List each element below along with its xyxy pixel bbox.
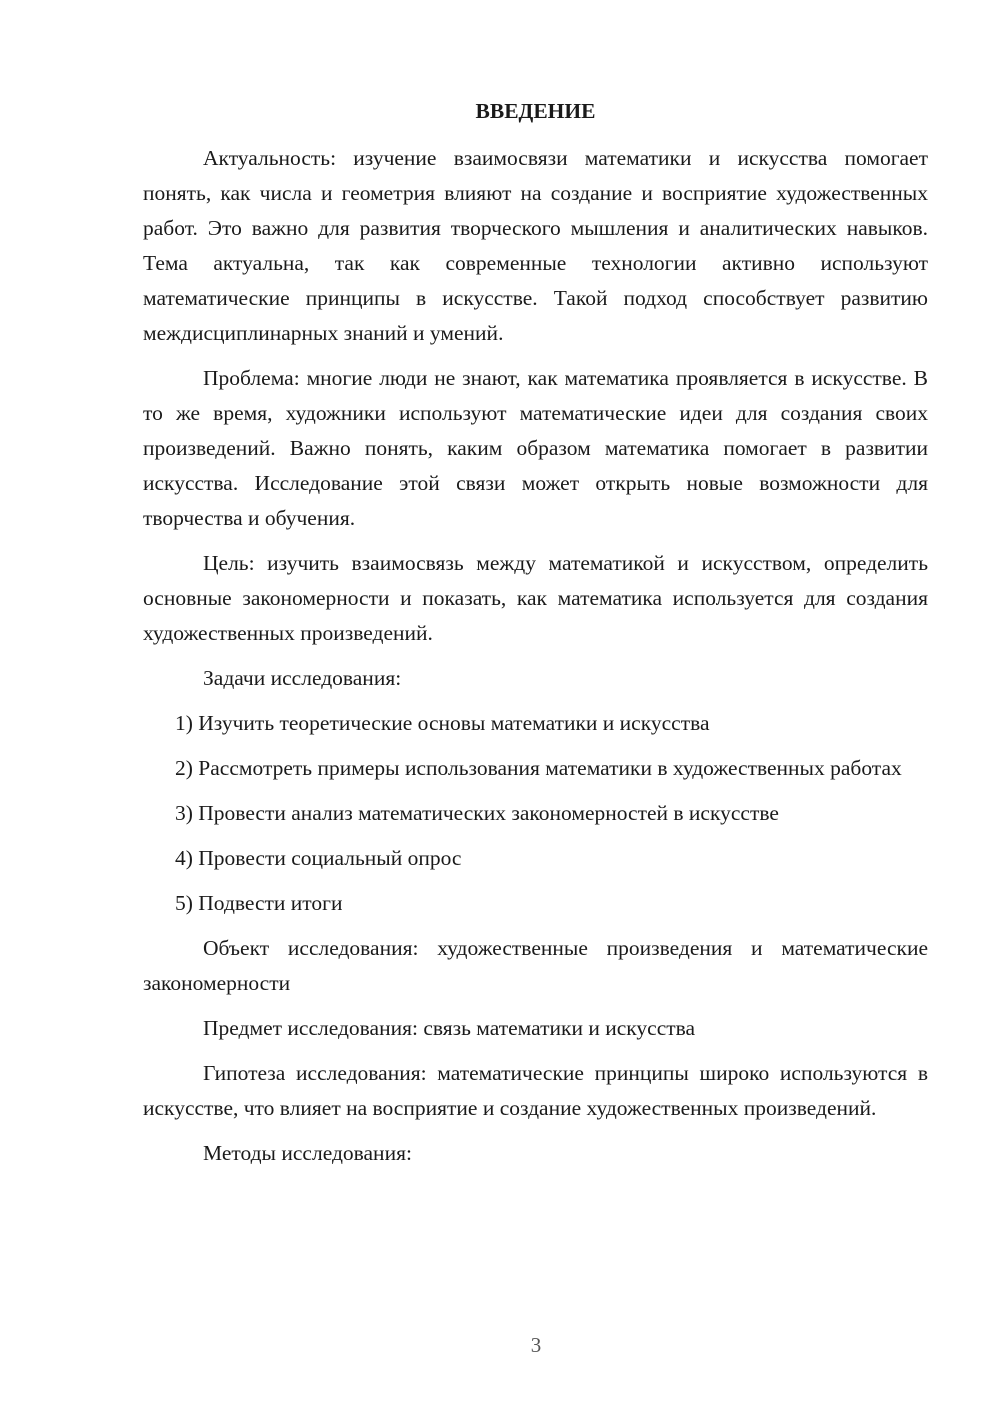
- problem-paragraph: Проблема: многие люди не знают, как математика проявляется в искусстве. В то же время, художники используют математические идеи для создания своих произведений. Важно понять, каким образом математика помогает в развитии искусства. Исследование этой связи может открыть новые возможности для творчества и обучения.: [143, 366, 928, 530]
- object-paragraph: Объект исследования: художественные произведения и математические закономерности: [143, 936, 928, 995]
- tasks-heading: Задачи исследования:: [203, 666, 402, 690]
- task-item-3: 3) Провести анализ математических закономерностей в искусстве: [175, 801, 779, 825]
- subject-paragraph: Предмет исследования: связь математики и искусства: [203, 1016, 696, 1040]
- task-item-2: 2) Рассмотреть примеры использования математики в художественных работах: [175, 756, 902, 780]
- page-number: 3: [530, 1333, 542, 1357]
- hypothesis-paragraph: Гипотеза исследования: математические принципы широко используются в искусстве, что влияет на восприятие и создание художественных произведений.: [143, 1061, 928, 1120]
- task-item-1: 1) Изучить теоретические основы математики и искусства: [175, 711, 710, 735]
- methods-heading: Методы исследования:: [203, 1141, 412, 1165]
- document-page: [143, 94, 928, 1181]
- section-heading: ВВЕДЕНИЕ: [475, 99, 596, 123]
- task-item-4: 4) Провести социальный опрос: [175, 846, 462, 870]
- task-item-5: 5) Подвести итоги: [175, 891, 343, 915]
- goal-paragraph: Цель: изучить взаимосвязь между математикой и искусством, определить основные закономерности и показать, как математика используется для создания художественных произведений.: [143, 551, 928, 645]
- relevance-paragraph: Актуальность: изучение взаимосвязи математики и искусства помогает понять, как числа и геометрия влияют на создание и восприятие художественных работ. Это важно для развития творческого мышления и аналитических навыков. Тема актуальна, так как современные технологии активно используют математические принципы в искусстве. Такой подход способствует развитию междисциплинарных знаний и умений.: [143, 146, 928, 345]
